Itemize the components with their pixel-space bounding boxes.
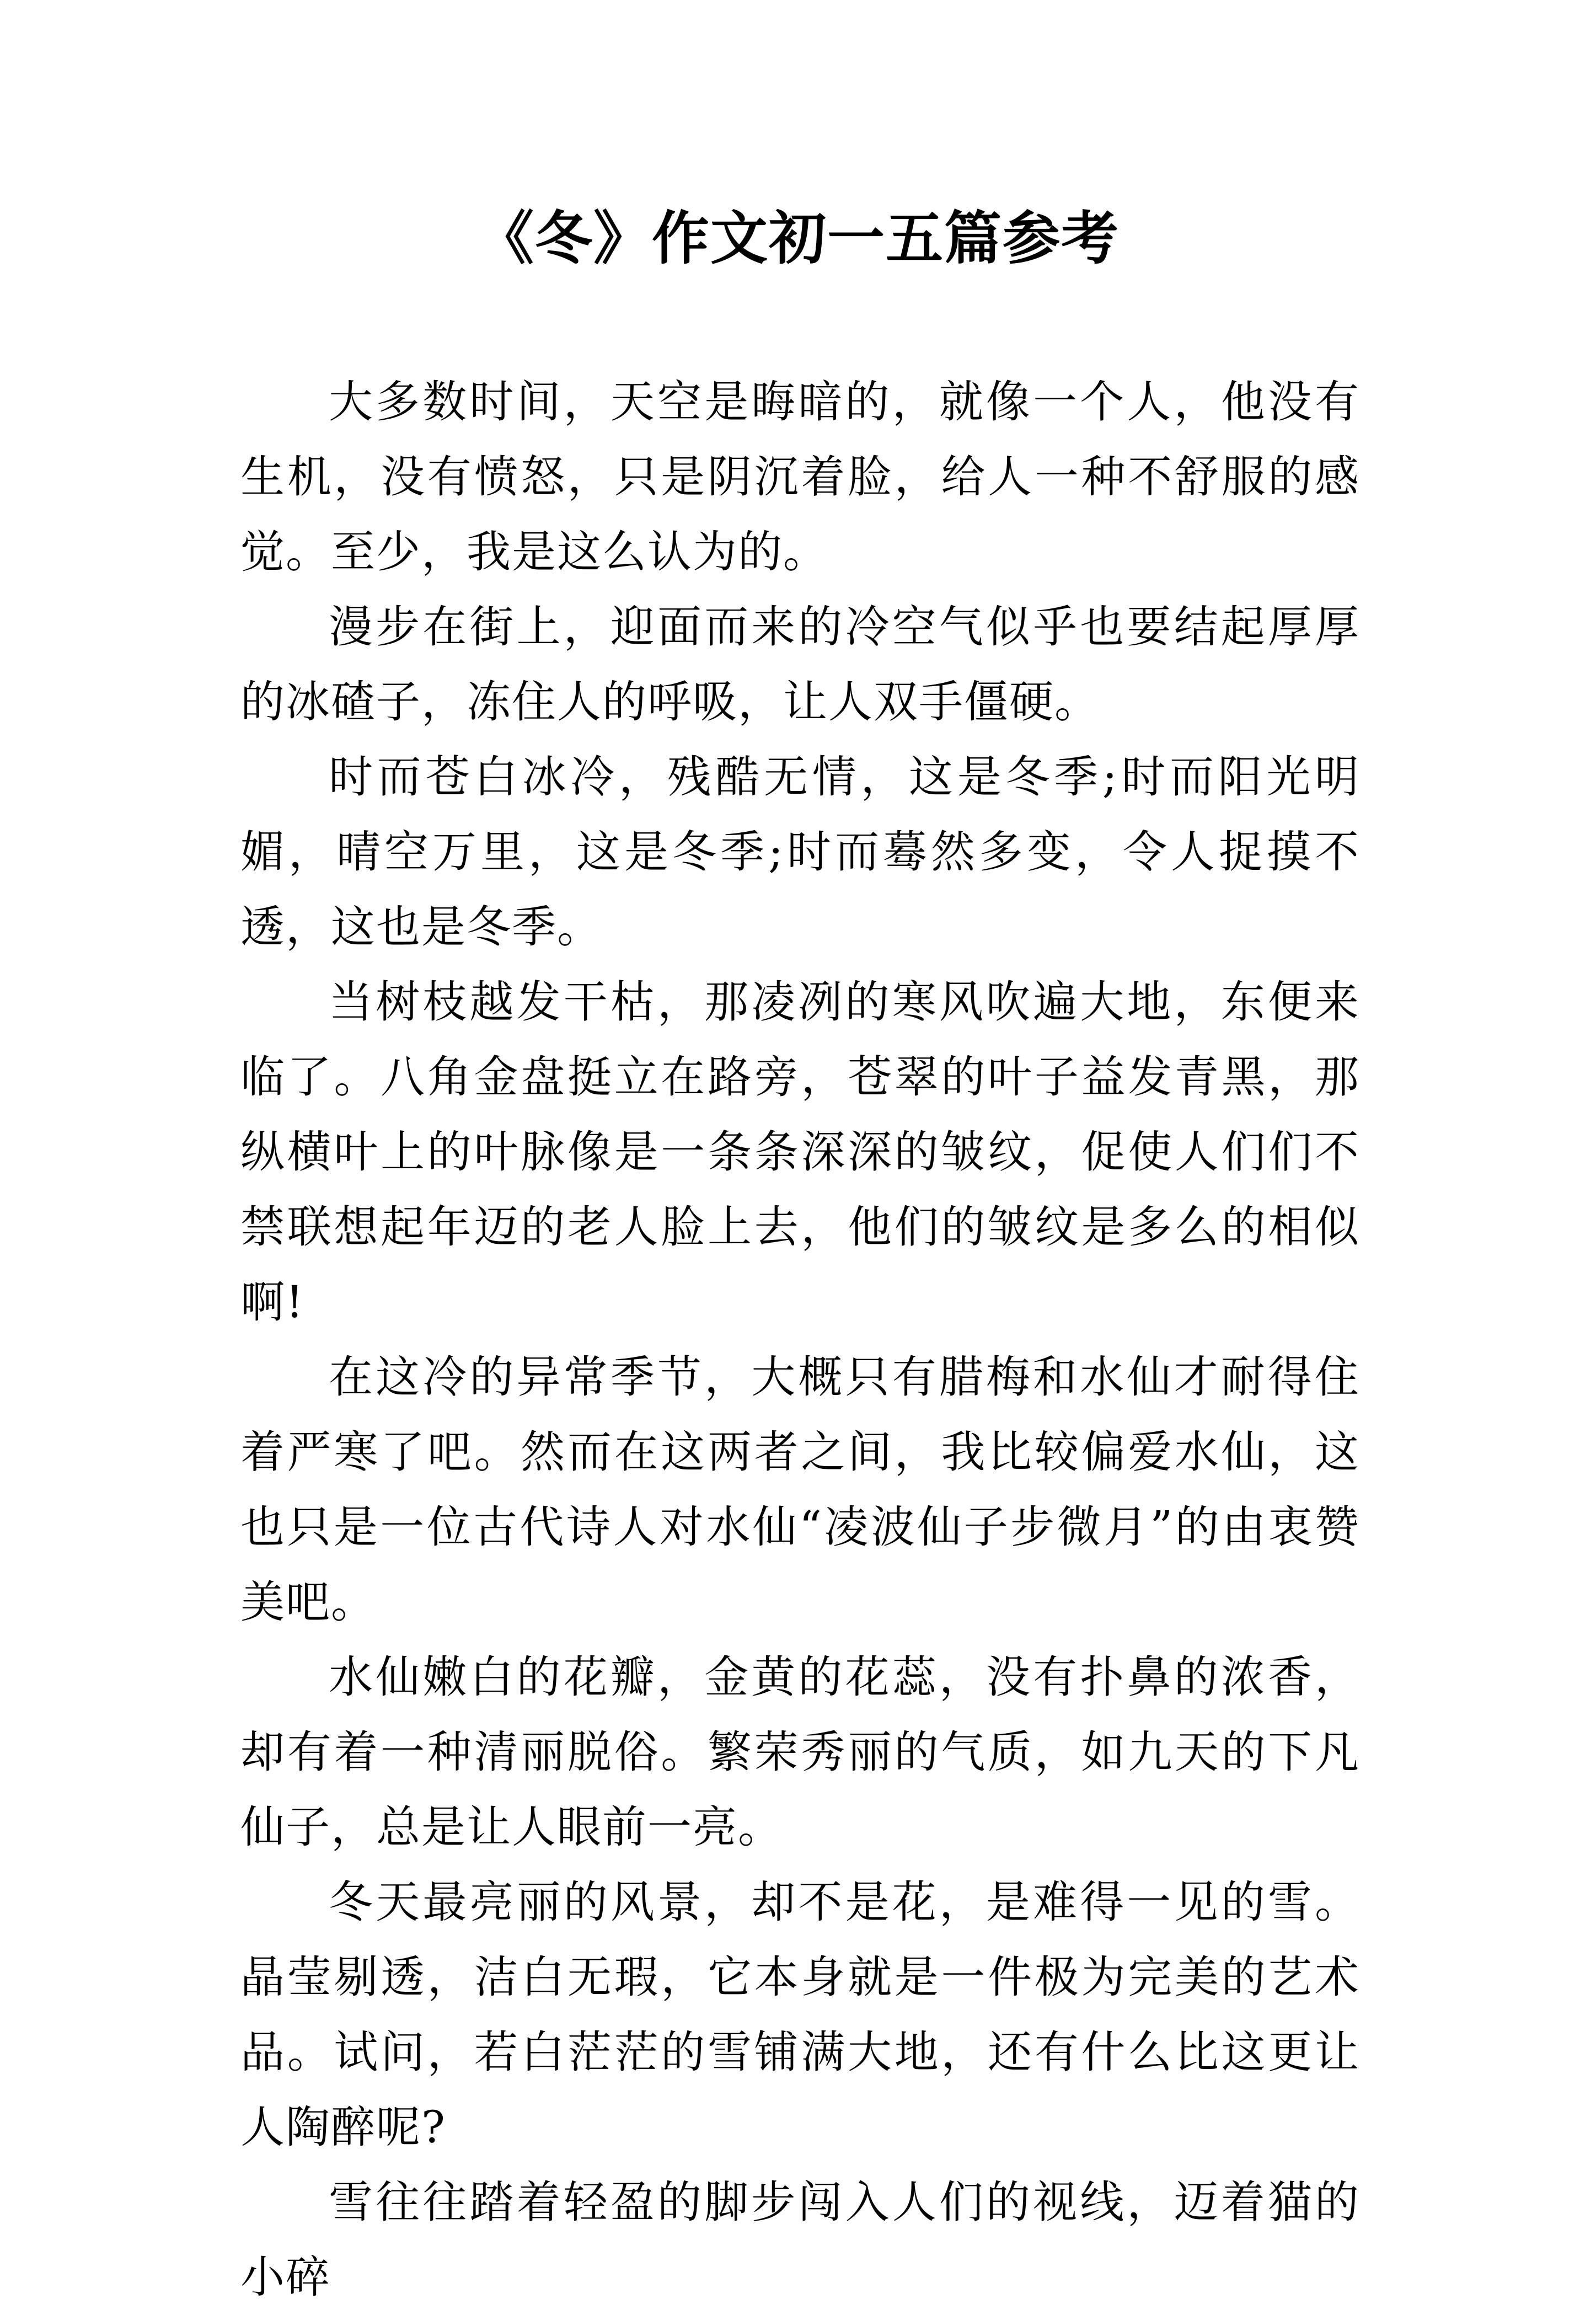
document-title: 《冬》作文初一五篇参考: [476, 205, 1120, 272]
paragraph: 冬天最亮丽的风景，却不是花，是难得一见的雪。晶莹剔透，洁白无瑕，它本身就是一件极为完美的艺术品。试问，若白茫茫的雪铺满大地，还有什么比这更让人陶醉呢?: [240, 1876, 1360, 2153]
paragraph: 当树枝越发干枯，那凌冽的寒风吹遍大地，东便来临了。八角金盘挺立在路旁，苍翠的叶子益发青黑，那纵横叶上的叶脉像是一条条深深的皱纹，促使人们们不禁联想起年迈的老人脸上去，他们的皱纹是多么的相似啊!: [240, 976, 1360, 1328]
paragraph: 大多数时间，天空是晦暗的，就像一个人，他没有生机，没有愤怒，只是阴沉着脸，给人一种不舒服的感觉。至少，我是这么认为的。: [240, 376, 1360, 578]
document-body: [240, 365, 1360, 2315]
paragraph: 雪往往踏着轻盈的脚步闯入人们的视线，迈着猫的小碎: [240, 2177, 1360, 2303]
paragraph: 漫步在街上，迎面而来的冷空气似乎也要结起厚厚的冰碴子，冻住人的呼吸，让人双手僵硬。: [240, 601, 1360, 728]
paragraph: 时而苍白冰冷，残酷无情，这是冬季;时而阳光明媚，晴空万里，这是冬季;时而蓦然多变，令人捉摸不透，这也是冬季。: [240, 751, 1360, 953]
paragraph: 在这冷的异常季节，大概只有腊梅和水仙才耐得住着严寒了吧。然而在这两者之间，我比较偏爱水仙，这也只是一位古代诗人对水仙“凌波仙子步微月”的由衷赞美吧。: [240, 1351, 1360, 1628]
paragraph: 水仙嫩白的花瓣，金黄的花蕊，没有扑鼻的浓香，却有着一种清丽脱俗。繁荣秀丽的气质，如九天的下凡仙子，总是让人眼前一亮。: [240, 1651, 1360, 1853]
